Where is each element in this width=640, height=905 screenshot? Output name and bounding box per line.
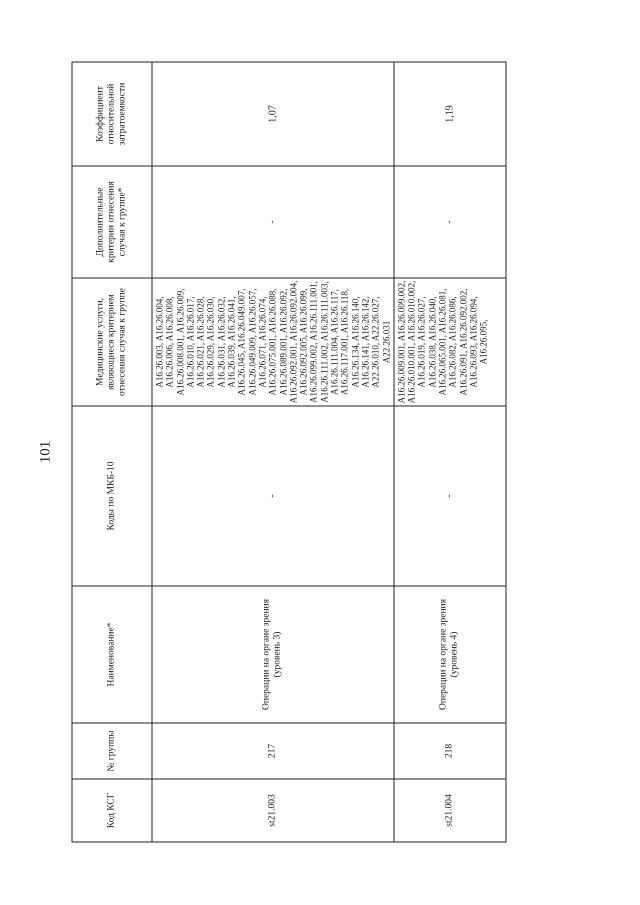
table-row <box>394 62 506 842</box>
row-code: st21.004 <box>394 779 506 842</box>
header-row <box>72 62 152 842</box>
row-name: Операции на органе зрения (уровень 4) <box>394 586 506 723</box>
header-coefficient: Коэффициент относительной затратоемкости <box>72 62 152 166</box>
page-number: 101 <box>37 440 54 464</box>
row-criteria: - <box>394 166 506 278</box>
tariff-table-rotated <box>72 62 489 842</box>
row-services: A16.26.009.001, A16.26.009.002, A16.26.010.001, A16.26.010.002, A16.26.019, A16.26.027, A16.26.038, A16.26.040, A16.26.065.001, A16.26.081, A16.26.082, A16.26.086, A16.26.091, A16.26.092.002, A16.26.093, A16.26.094, A16.26.095, <box>394 278 506 406</box>
row-mkb: - <box>152 406 394 586</box>
header-services: Медицинские услуги, являющиеся критерием отнесения случая к группе <box>72 278 152 406</box>
row-mkb: - <box>394 406 506 586</box>
header-code: Код КСГ <box>72 779 152 842</box>
table-row <box>152 62 394 842</box>
row-code: st21.003 <box>152 779 394 842</box>
header-name: Наименование* <box>72 586 152 723</box>
header-mkb: Коды по МКБ-10 <box>72 406 152 586</box>
row-coefficient: 1,19 <box>394 62 506 166</box>
row-name: Операции на органе зрения (уровень 3) <box>152 586 394 723</box>
row-group-number: 217 <box>152 723 394 779</box>
row-group-number: 218 <box>394 723 506 779</box>
header-criteria: Дополнительные критерии отнесения случая к группе* <box>72 166 152 278</box>
row-services: A16.26.003, A16.26.004, A16.26.006, A16.26.008, A16.26.008.001, A16.26.009, A16.26.010, A16.26.017, A16.26.021, A16.26.028, A16.26.029, A16.26.030, A16.26.031, A16.26.032, A16.26.039, A16.26.041, A16.26.045, A16.26.049.007, A16.26.049.009, A16.26.057, A16.26.071, A16.26.074, A16.26.075.001, A16.26.088, A16.26.089.001, A16.26.092, A16.26.092.001, A16.26.092.004, A16.26.092.005, A16.26.099, A16.26.099.002, A16.26.111.001, A16.26.111.002, A16.26.111.003, A16.26.111.004, A16.26.117, A16.26.117.001, A16.26.118, A16.26.134, A16.26.140, A16.26.141, A16.26.142, A22.26.010, A22.26.027, A22.26.031 <box>152 278 394 406</box>
header-group-number: № группы <box>72 723 152 779</box>
ksg-table <box>72 61 507 842</box>
row-criteria: - <box>152 166 394 278</box>
row-coefficient: 1,07 <box>152 62 394 166</box>
